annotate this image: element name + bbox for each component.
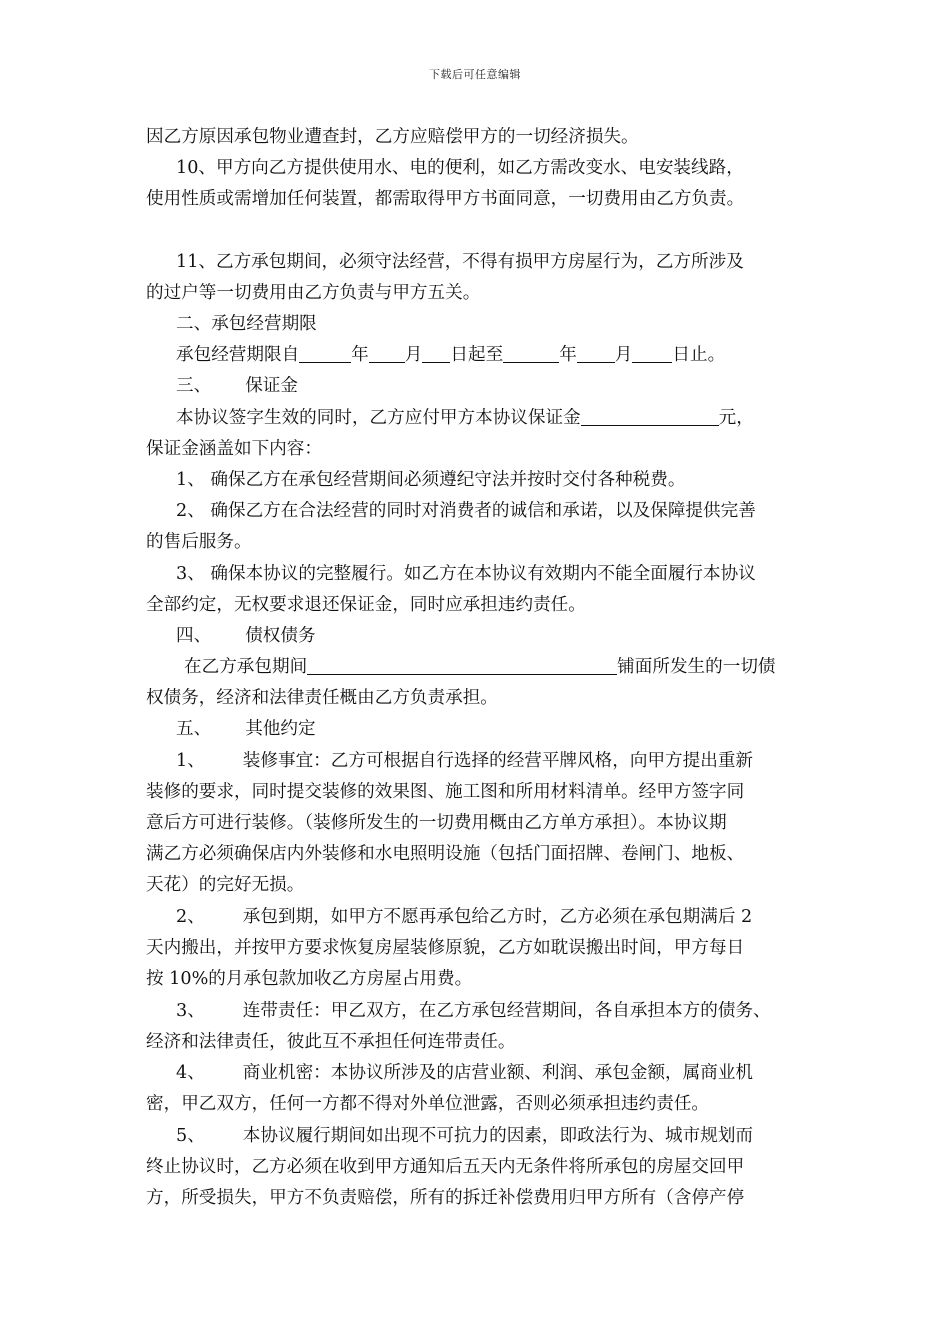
text-line: 使用性质或需增加任何装置，都需取得甲方书面同意，一切费用由乙方负责。 — [146, 189, 745, 209]
text-line: 1、 确保乙方在承包经营期间必须遵纪守法并按时交付各种税费。 — [176, 470, 686, 490]
text-line: 意后方可进行装修。（装修所发生的一切费用概由乙方单方承担）。本协议期 — [146, 813, 727, 833]
term-line — [176, 344, 725, 366]
month-label: 月 — [404, 345, 423, 365]
text-line: 的售后服务。 — [146, 532, 252, 552]
section-heading: 二、承包经营期限 — [176, 314, 317, 334]
text-line: 方，所受损失，甲方不负责赔偿，所有的拆迁补偿费用归甲方所有（含停产停 — [146, 1188, 745, 1208]
to-label: 日起至 — [450, 345, 504, 365]
deposit-line: 本协议签字生效的同时，乙方应付甲方本协议保证金 元， — [176, 408, 754, 428]
text-line: 按 10%的月承包款加收乙方房屋占用费。 — [146, 969, 473, 989]
section-heading: 三、 保证金 — [176, 376, 298, 396]
text-line: 因乙方原因承包物业遭查封，乙方应赔偿甲方的一切经济损失。 — [146, 127, 639, 147]
text-line: 装修的要求，同时提交装修的效果图、施工图和所用材料清单。经甲方签字同 — [146, 782, 745, 802]
section-heading: 四、 债权债务 — [176, 626, 316, 646]
text-line: 11、乙方承包期间，必须守法经营，不得有损甲方房屋行为，乙方所涉及 — [176, 252, 744, 272]
text-line: 天内搬出，并按甲方要求恢复房屋装修原貌，乙方如耽误搬出时间，甲方每日 — [146, 938, 745, 958]
term-label: 承包经营期限自 — [176, 345, 300, 365]
end-month-label: 月 — [614, 345, 633, 365]
end-day-blank[interactable] — [632, 346, 672, 363]
text-line: 3、 确保本协议的完整履行。如乙方在本协议有效期内不能全面履行本协议 — [176, 564, 756, 584]
section-heading: 五、 其他约定 — [176, 719, 316, 739]
month-blank[interactable] — [369, 346, 405, 363]
clause-line: 5、 本协议履行期间如出现不可抗力的因素，即政法行为、城市规划而 — [176, 1126, 754, 1146]
day-blank[interactable] — [422, 346, 450, 363]
deposit-amount-blank[interactable] — [581, 409, 719, 426]
year-blank[interactable] — [299, 346, 351, 363]
end-month-blank[interactable] — [577, 346, 615, 363]
text-line: 经济和法律责任，彼此互不承担任何连带责任。 — [146, 1032, 516, 1052]
shop-name-blank[interactable] — [307, 658, 617, 675]
text-line: 全部约定，无权要求退还保证金，同时应承担违约责任。 — [146, 595, 586, 615]
clause-line: 1、 装修事宜：乙方可根据自行选择的经营平牌风格，向甲方提出重新 — [176, 751, 754, 771]
end-year-blank[interactable] — [503, 346, 559, 363]
text-line: 2、 确保乙方在合法经营的同时对消费者的诚信和承诺，以及保障提供完善 — [176, 501, 756, 521]
text-line: 的过户等一切费用由乙方负责与甲方五关。 — [146, 283, 481, 303]
end-year-label: 年 — [559, 345, 577, 365]
text-line: 满乙方必须确保店内外装修和水电照明设施（包括门面招牌、卷闸门、地板、 — [146, 844, 745, 864]
year-label: 年 — [351, 345, 369, 365]
text-line: 10、甲方向乙方提供使用水、电的便利，如乙方需改变水、电安装线路， — [176, 158, 744, 178]
debt-line: 在乙方承包期间 铺面所发生的一切债 — [184, 657, 776, 677]
text-line: 权债务，经济和法律责任概由乙方负责承担。 — [146, 688, 498, 708]
end-day-label: 日止。 — [672, 345, 726, 365]
text-line: 天花）的完好无损。 — [146, 875, 305, 895]
text-line: 密，甲乙双方，任何一方都不得对外单位泄露，否则必须承担违约责任。 — [146, 1094, 710, 1114]
clause-line: 2、 承包到期，如甲方不愿再承包给乙方时，乙方必须在承包期满后 2 — [176, 907, 753, 927]
text-line: 终止协议时，乙方必须在收到甲方通知后五天内无条件将所承包的房屋交回甲 — [146, 1157, 745, 1177]
page-header: 下载后可任意编辑 — [429, 68, 521, 81]
clause-line: 4、 商业机密：本协议所涉及的店营业额、利润、承包金额，属商业机 — [176, 1063, 754, 1083]
clause-line: 3、 连带责任：甲乙双方，在乙方承包经营期间，各自承担本方的债务、 — [176, 1001, 771, 1021]
text-line: 保证金涵盖如下内容： — [146, 439, 322, 459]
